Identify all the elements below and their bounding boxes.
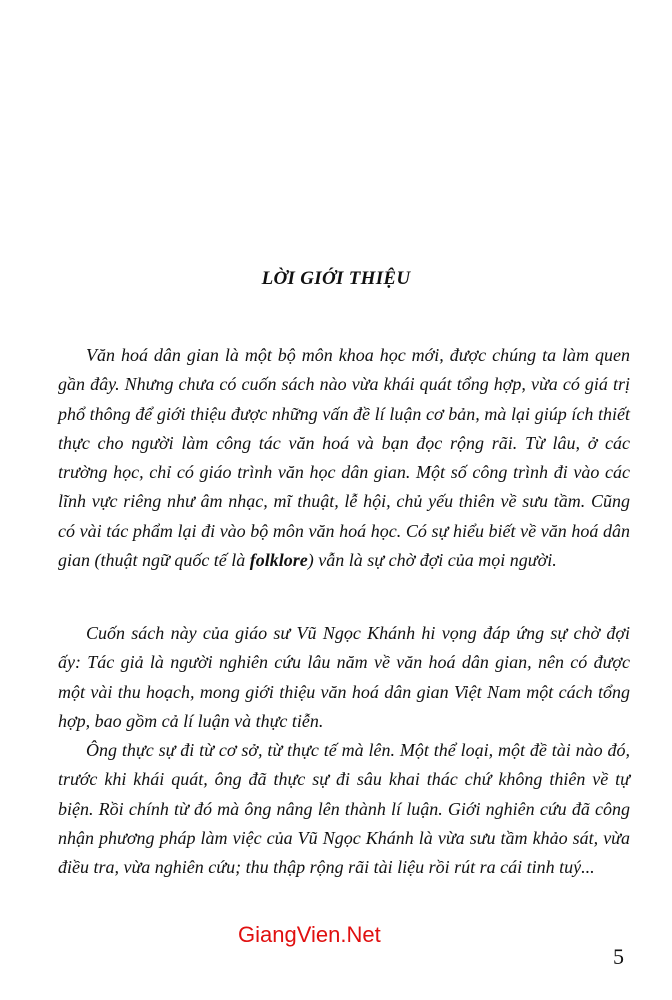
paragraph-author-method: Ông thực sự đi từ cơ sở, từ thực tế mà lên. Một thể loại, một đề tài nào đó, trước khi khái quát, ông đã thực sự đi sâu khai thác chứ không thiên về tự biện. Rồi chính từ đó mà ông nâng lên thành lí luận. Giới nghiên cứu đã công nhận phương pháp làm việc của Vũ Ngọc Khánh là vừa sưu tầm khảo sát, vừa điều tra, vừa nghiên cứu; thu thập rộng rãi tài liệu rồi rút ra cái tinh tuý...: [58, 740, 630, 878]
paragraph-text: Văn hoá dân gian là một bộ môn khoa học mới, được chúng ta làm quen gần đây. Nhưng chưa có cuốn sách nào vừa khái quát tổng hợp, vừa có giá trị phổ thông để giới thiệu được những vấn đề lí luận cơ bản, mà lại giúp ích thiết thực cho người làm công tác văn hoá và bạn đọc rộng rãi. Từ lâu, ở các trường học, chỉ có giáo trình văn học dân gian. Một số công trình đi vào các lĩnh vực riêng như âm nhạc, mĩ thuật, lễ hội, chủ yếu thiên về sưu tầm. Cũng có vài tác phẩm lại đi vào bộ môn văn hoá học. Có sự hiểu biết về văn hoá dân gian (thuật ngữ quốc tế là: [58, 345, 630, 571]
paragraph-book-purpose: Cuốn sách này của giáo sư Vũ Ngọc Khánh hi vọng đáp ứng sự chờ đợi ấy: Tác giả là người nghiên cứu lâu năm về văn hoá dân gian, nên có được một vài thu hoạch, mong giới thiệu văn hoá dân gian Việt Nam một cách tổng hợp, bao gồm cả lí luận và thực tiễn.: [58, 623, 630, 731]
bold-term: folklore: [249, 550, 308, 571]
paragraph-text: ) vẫn là sự chờ đợi của mọi người.: [307, 550, 557, 571]
paragraph-introduction: [58, 341, 630, 575]
watermark-text: GiangVien.Net: [238, 922, 381, 947]
page-title: LỜI GIỚI THIỆU: [261, 268, 411, 289]
page-number: 5: [613, 944, 624, 969]
